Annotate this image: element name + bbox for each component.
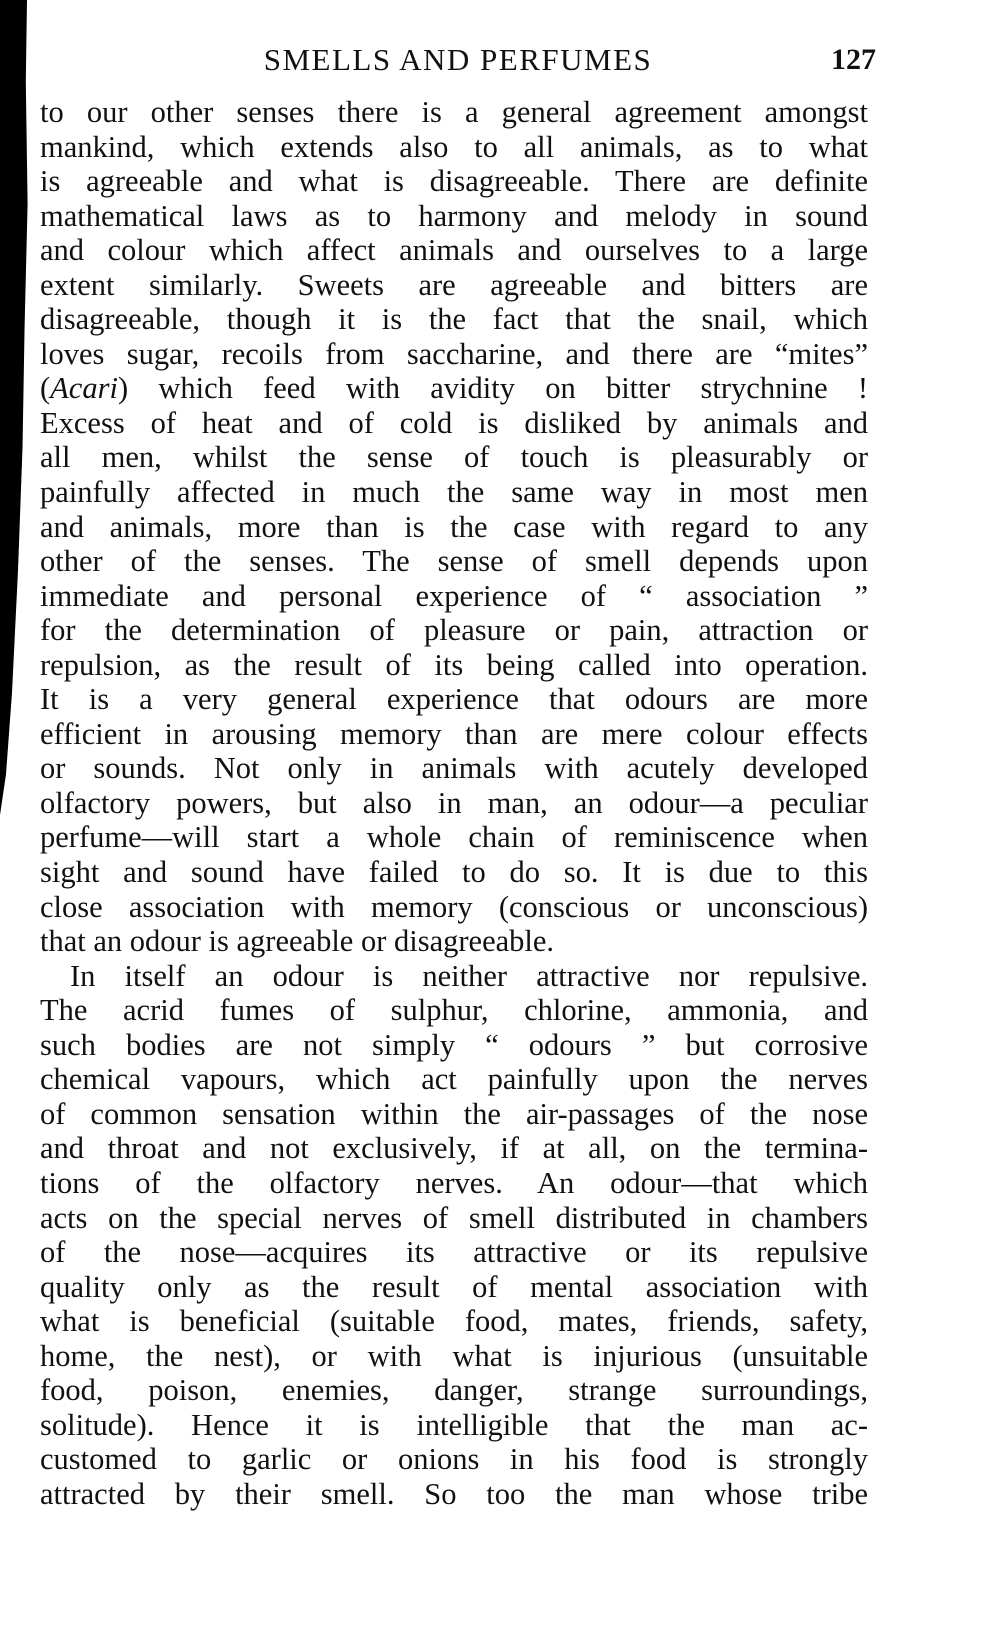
text-line: The acrid fumes of sulphur, chlorine, ammonia, and — [40, 993, 868, 1028]
text-line: such bodies are not simply “ odours ” but corrosive — [40, 1027, 868, 1062]
text-line: solitude). Hence it is intelligible that the man ac- — [40, 1407, 868, 1442]
text-line: Excess of heat and of cold is disliked by animals and — [40, 405, 868, 440]
text-line: tions of the olfactory nerves. An odour—that which — [40, 1165, 868, 1200]
running-title: SMELLS AND PERFUMES — [263, 42, 653, 77]
text-line: acts on the special nerves of smell distributed in chambers — [40, 1200, 868, 1235]
text-line: all men, whilst the sense of touch is pleasurably or — [40, 440, 868, 475]
paragraph — [40, 95, 868, 959]
text-line: to our other senses there is a general agreement amongst — [40, 95, 868, 129]
text-line: mankind, which extends also to all animals, as to what — [40, 129, 868, 164]
italic-term: Acari — [50, 371, 118, 406]
text-line: or sounds. Not only in animals with acutely developed — [40, 751, 868, 786]
body-text — [40, 95, 868, 1511]
text-line: is agreeable and what is disagreeable. There are definite — [40, 164, 868, 199]
text-line: loves sugar, recoils from saccharine, and there are “mites” — [40, 336, 868, 371]
text-line: attracted by their smell. So too the man whose tribe — [40, 1476, 868, 1511]
book-binding-shadow — [0, 0, 30, 815]
text-line: close association with memory (conscious or unconscious) — [40, 889, 868, 924]
text-line: of common sensation within the air-passages of the nose — [40, 1096, 868, 1131]
text-line: that an odour is agreeable or disagreeable. — [40, 924, 555, 959]
text-line: It is a very general experience that odours are more — [40, 682, 868, 717]
text-line: food, poison, enemies, danger, strange surroundings, — [40, 1373, 868, 1408]
text-line: disagreeable, though it is the fact that the snail, which — [40, 302, 868, 337]
text-line: immediate and personal experience of “ association ” — [40, 578, 868, 613]
page-number: 127 — [831, 43, 876, 76]
text-line: efficient in arousing memory than are mere colour effects — [40, 716, 868, 751]
text-line: quality only as the result of mental association with — [40, 1269, 868, 1304]
text-line: olfactory powers, but also in man, an odour—a peculiar — [40, 785, 868, 820]
text-line: painfully affected in much the same way in most men — [40, 475, 868, 510]
text-line: perfume—will start a whole chain of reminiscence when — [40, 820, 868, 855]
text-line: mathematical laws as to harmony and melody in sound — [40, 198, 868, 233]
text-line: sight and sound have failed to do so. It is due to this — [40, 855, 868, 890]
text-line: In itself an odour is neither attractive nor repulsive. — [70, 958, 868, 993]
paragraph — [40, 959, 868, 1512]
text-line: and colour which affect animals and ourselves to a large — [40, 233, 868, 268]
text-line: extent similarly. Sweets are agreeable and bitters are — [40, 267, 868, 302]
running-head — [40, 38, 876, 82]
text-line: other of the senses. The sense of smell depends upon — [40, 544, 868, 579]
text-line: (Acari) which feed with avidity on bitter strychnine ! — [40, 371, 868, 406]
text-line: chemical vapours, which act painfully upon the nerves — [40, 1062, 868, 1097]
text-line: home, the nest), or with what is injurious (unsuitable — [40, 1338, 868, 1373]
text-line: customed to garlic or onions in his food is strongly — [40, 1442, 868, 1477]
text-line: repulsion, as the result of its being called into operation. — [40, 647, 868, 682]
text-line: what is beneficial (suitable food, mates, friends, safety, — [40, 1304, 868, 1339]
text-line: and throat and not exclusively, if at all, on the termina- — [40, 1131, 868, 1166]
text-line: and animals, more than is the case with regard to any — [40, 509, 868, 544]
text-line: of the nose—acquires its attractive or its repulsive — [40, 1235, 868, 1270]
text-line: for the determination of pleasure or pain, attraction or — [40, 613, 868, 648]
